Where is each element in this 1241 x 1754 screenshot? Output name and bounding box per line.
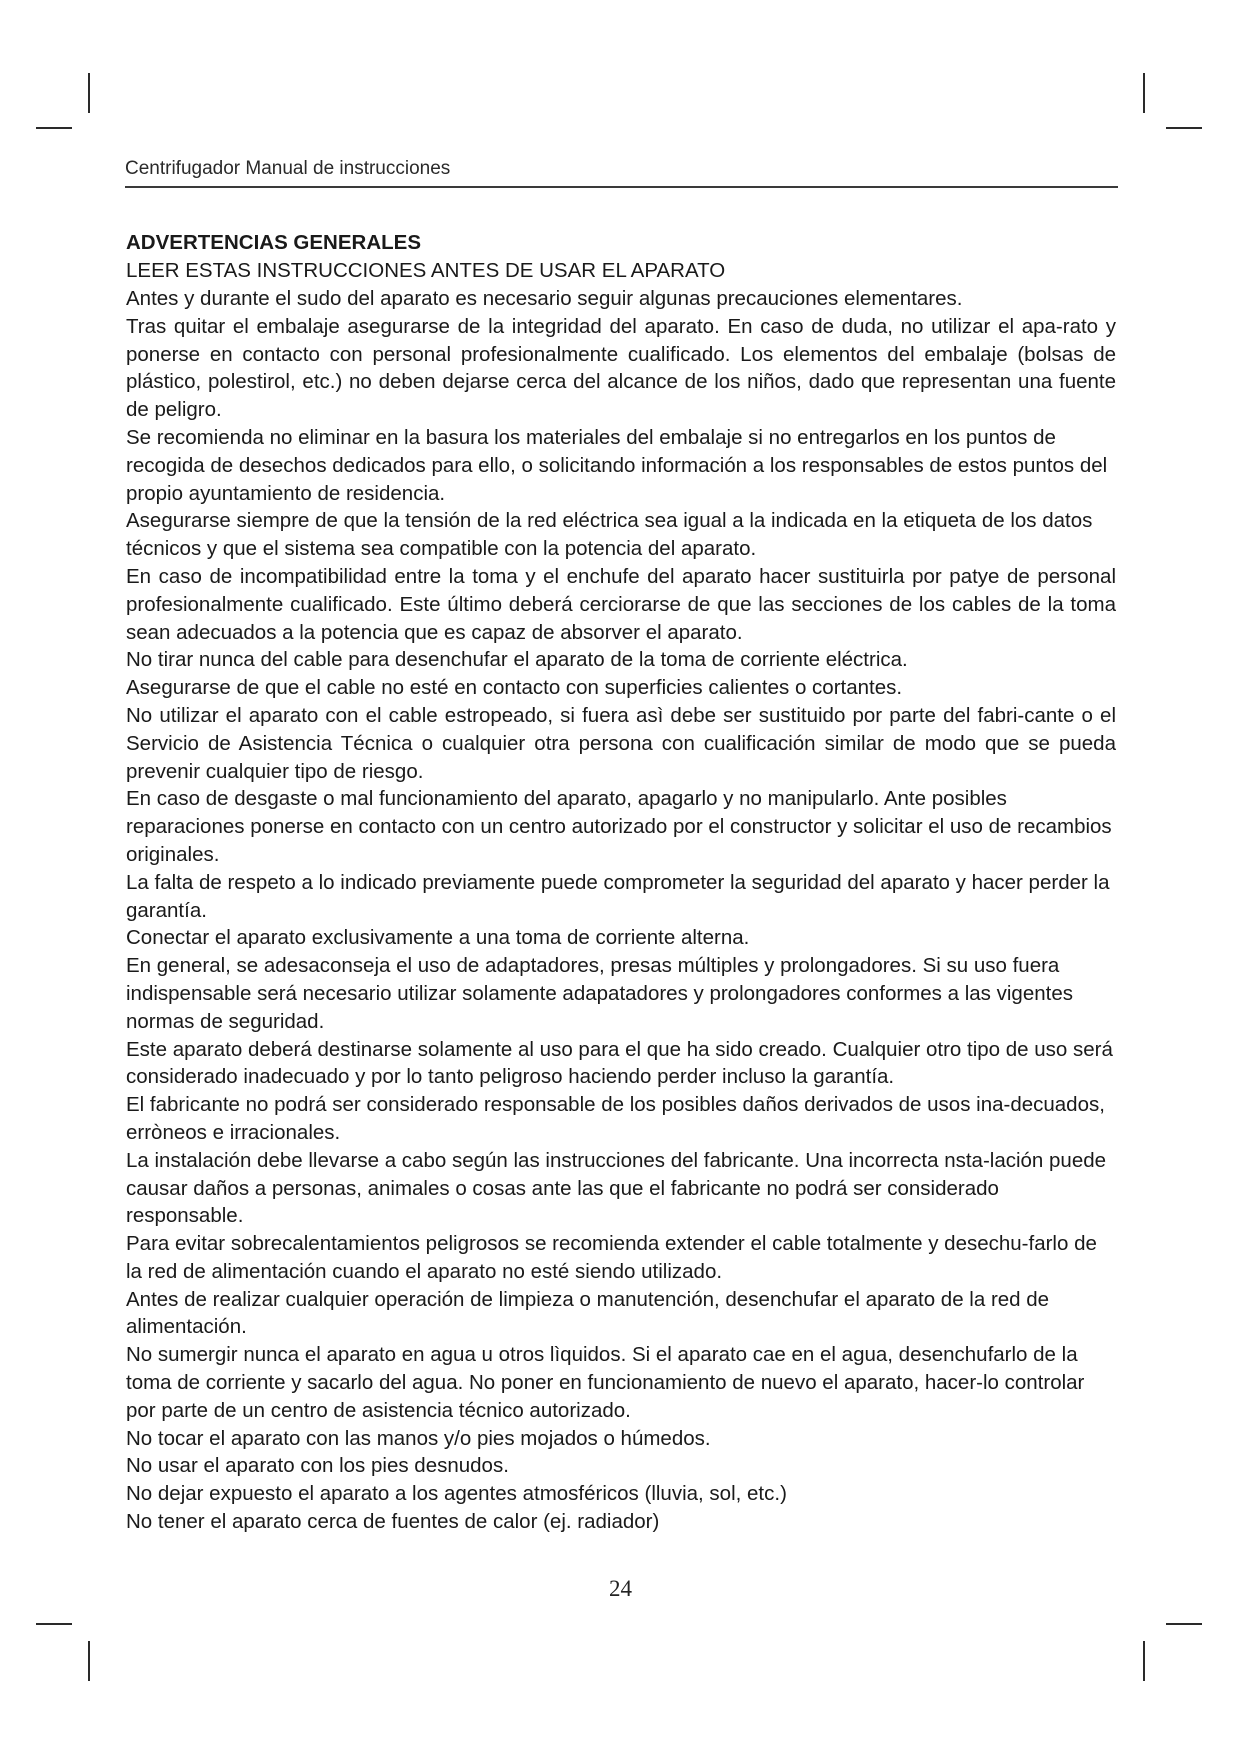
paragraph: Este aparato deberá destinarse solamente al uso para el que ha sido creado. Cualquier otro tipo de uso será considerado inadecuado y por lo tanto peligroso haciendo perder incluso la garantía. xyxy=(126,1037,1113,1089)
paragraph: Antes de realizar cualquier operación de limpieza o manutención, desenchufar el aparato de la red de alimentación. xyxy=(126,1287,1050,1339)
crop-mark xyxy=(1166,127,1202,129)
crop-mark xyxy=(36,127,72,129)
paragraph: Asegurarse siempre de que la tensión de la red eléctrica sea igual a la indicada en la etiqueta de los datos técnicos y que el sistema sea compatible con la potencia del aparato. xyxy=(126,509,1093,561)
crop-mark xyxy=(36,1623,72,1625)
paragraph: No sumergir nunca el aparato en agua u otros lìquidos. Si el aparato cae en el agua, desenchufarlo de la toma de corriente y sacarlo del agua. No poner en funcionamiento de nuevo el aparato, hacer-lo controlar por parte de un centro de asistencia técnico autorizado. xyxy=(126,1343,1085,1422)
crop-mark xyxy=(88,73,90,113)
running-header: Centrifugador Manual de instrucciones xyxy=(125,158,451,179)
paragraph: El fabricante no podrá ser considerado responsable de los posibles daños derivados de usos ina-decuados, errònеos e irracionales. xyxy=(126,1093,1105,1144)
paragraph: Para evitar sobrecalentamientos peligrosos se recomienda extender el cable totalmente y desechu-farlo de la red de alimentación cuando el aparato no esté siendo utilizado. xyxy=(126,1232,1097,1283)
paragraph: No tirar nunca del cable para desenchufar el aparato de la toma de corriente eléctrica. xyxy=(126,648,908,672)
paragraph: En caso de incompatibilidad entre la toma y el enchufe del aparato hacer sustituirla por patye de personal profesionalmente cualificado. Este último deberá cerciorarse de que las secciones de los cables de la toma sean adecuados a la potencia que es capaz de absorver el aparato. xyxy=(126,564,1116,644)
paragraph: En general, se adesaconseja el uso de adaptadores, presas múltiples y prolongadores. Si su uso fuera indispensable será necesario utilizar solamente adapatadores y prolongadores conformes a las vigentes normas de seguridad. xyxy=(126,954,1073,1033)
paragraph: No tener el aparato cerca de fuentes de calor (ej. radiador) xyxy=(126,1510,660,1534)
paragraph: Conectar el aparato exclusivamente a una toma de corriente alterna. xyxy=(126,926,750,950)
crop-mark xyxy=(1143,1641,1145,1681)
paragraph: La falta de respeto a lo indicado previamente puede comprometer la seguridad del aparato y hacer perder la garantía. xyxy=(126,870,1110,922)
paragraph: No utilizar el aparato con el cable estropeado, si fuera asì debe ser sustituido por parte del fabri-cante o el Servicio de Asistencia Técnica o cualquier otra persona con cualificación similar de modo que se pueda prevenir cualquier tipo de riesgo. xyxy=(126,703,1116,783)
paragraph: No dejar expuesto el aparato a los agentes atmosféricos (lluvia, sol, etc.) xyxy=(126,1482,787,1506)
paragraph: Antes y durante el sudo del aparato es necesario seguir algunas precauciones elementares. xyxy=(126,287,963,310)
page-number: 24 xyxy=(609,1576,632,1601)
paragraph: La instalación debe llevarse a cabo según las instrucciones del fabricante. Una incorrecta nsta-lación puede causar daños a personas, animales o cosas ante las que el fabricante no podrá ser considerado responsable. xyxy=(126,1148,1107,1228)
paragraph: No usar el aparato con los pies desnudos. xyxy=(126,1454,509,1478)
section-title: ADVERTENCIAS GENERALES xyxy=(126,231,422,254)
crop-mark xyxy=(88,1641,90,1681)
paragraph: Asegurarse de que el cable no esté en contacto con superficies calientes o cortantes. xyxy=(126,676,903,700)
paragraph: En caso de desgaste o mal funcionamiento del aparato, apagarlo y no manipularlo. Ante posibles reparaciones ponerse en contacto con un centro autorizado por el constructor y solicitar el uso de recambios originales. xyxy=(126,787,1112,866)
document-body xyxy=(126,229,1116,1536)
header-rule xyxy=(125,186,1118,188)
section-subtitle: LEER ESTAS INSTRUCCIONES ANTES DE USAR EL APARATO xyxy=(126,259,726,282)
paragraph: No tocar el aparato con las manos y/o pies mojados o húmedos. xyxy=(126,1426,711,1450)
crop-mark xyxy=(1166,1623,1202,1625)
paragraph: Tras quitar el embalaje asegurarse de la integridad del aparato. En caso de duda, no utilizar el apa-rato y ponerse en contacto con personal profesionalmente cualificado. Los elementos del embalaje (bolsas de plástico, polestirol, etc.) no deben dejarse cerca del alcance de los niños, dado que representan una fuente de peligro. xyxy=(126,314,1116,422)
paragraph: Se recomienda no eliminar en la basura los materiales del embalaje si no entregarlos en los puntos de recogida de desechos dedicados para ello, o solicitando información a los responsables de estos puntos del propio ayuntamiento de residencia. xyxy=(126,425,1108,505)
crop-mark xyxy=(1143,73,1145,113)
